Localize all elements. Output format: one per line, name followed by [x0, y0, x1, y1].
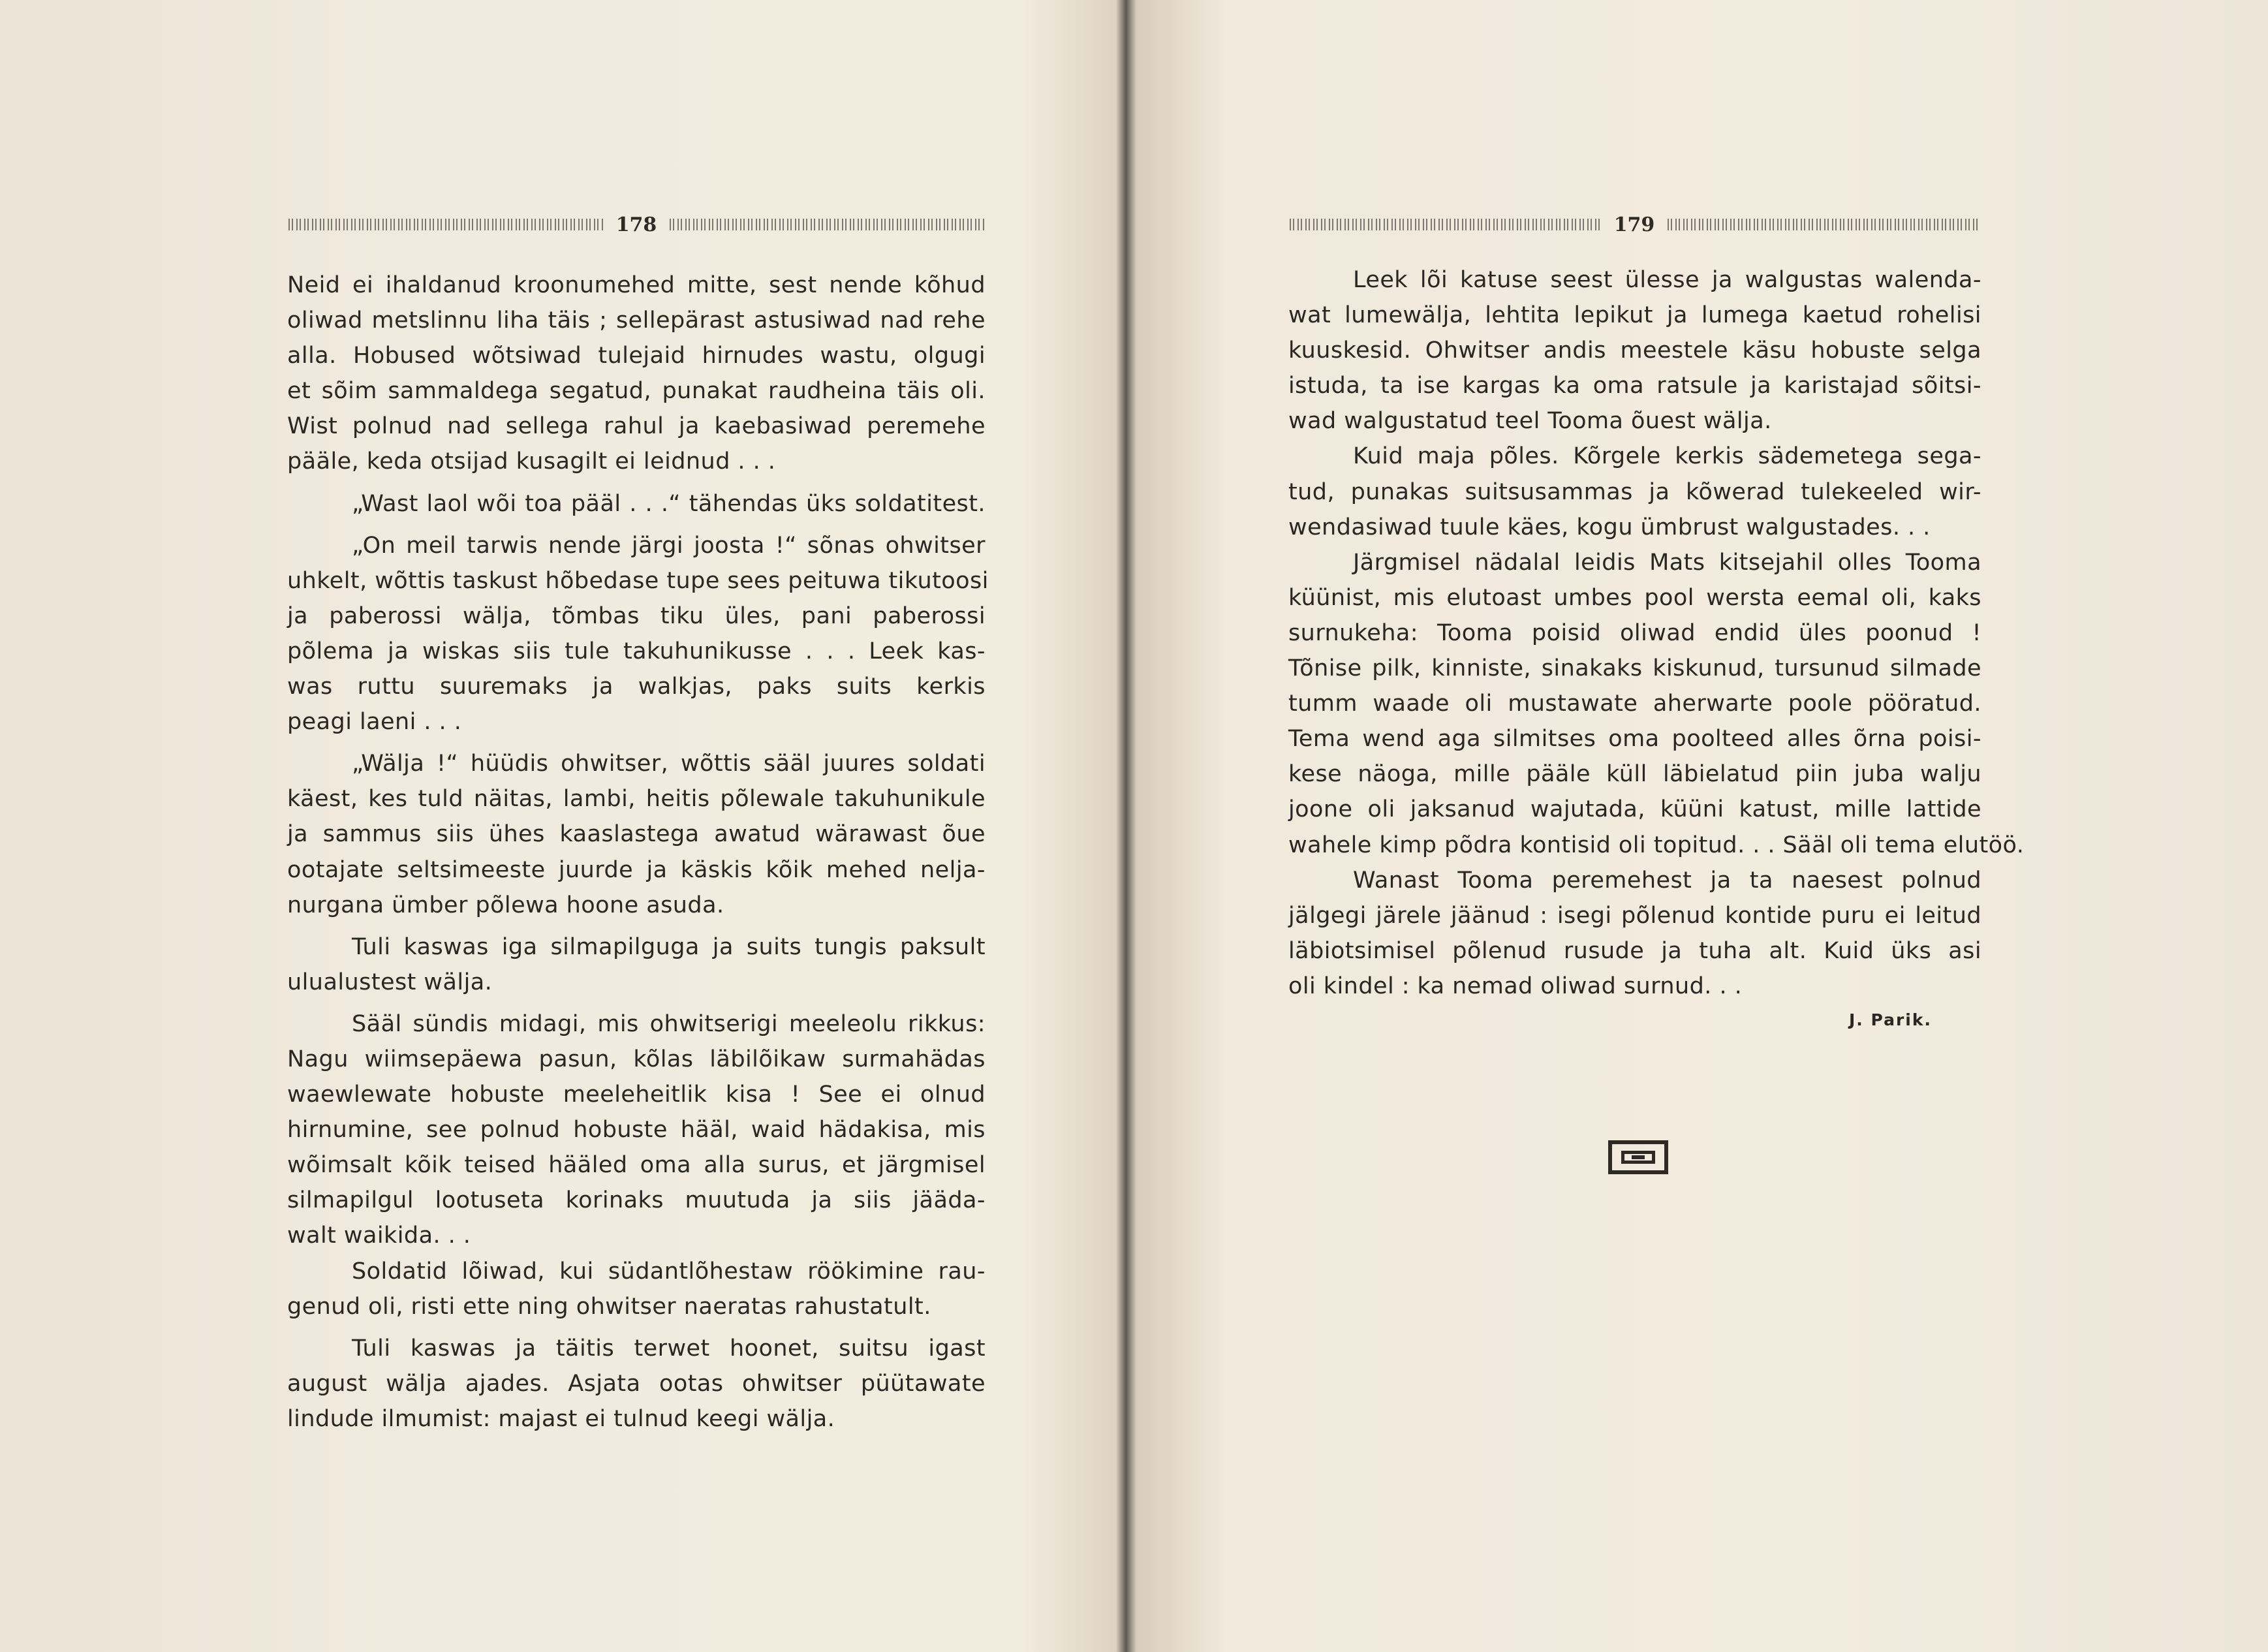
text-line: silmapilgul lootuseta korinaks muutuda ja siis jääda-: [287, 1187, 986, 1214]
text-line: Tuli kaswas ja täitis terwet hoonet, suitsu igast: [352, 1335, 986, 1362]
right-page: [1129, 0, 2268, 1652]
text-line: joone oli jaksanud wajutada, küüni katust, mille lattide: [1288, 796, 1981, 823]
text-line: ja sammus siis ühes kaaslastega awatud wärawast õue: [287, 821, 986, 848]
author-signature: J. Parik.: [1848, 1010, 1932, 1029]
text-line: „On meil tarwis nende järgi joosta !“ sõnas ohwitser: [352, 532, 986, 559]
text-line: oli kindel : ka nemad oliwad surnud. . .: [1288, 973, 1743, 999]
right-page-text: [1288, 262, 2025, 1004]
text-line: surnukeha: Tooma poisid oliwad endid üles poonud !: [1288, 619, 1981, 646]
text-line: Järgmisel nädalal leidis Mats kitsejahil olles Tooma: [1353, 549, 1981, 576]
text-line: tumm waade oli mustawate aherwarte poole pööratud.: [1288, 691, 1981, 717]
text-line: Sääl sündis midagi, mis ohwitserigi meeleolu rikkus:: [352, 1010, 986, 1037]
left-running-header: [287, 210, 986, 239]
text-line: Soldatid lõiwad, kui südantlõhestaw röökimine rau-: [352, 1258, 986, 1285]
text-line: põlema ja wiskas siis tule takuhunikusse . . . Leek kas-: [287, 638, 986, 664]
left-header-ornament-left: [287, 219, 604, 230]
text-line: alla. Hobused wõtsiwad tulejaid hirnudes wastu, olgugi: [287, 343, 986, 369]
text-line: genud oli, risti ette ning ohwitser naeratas rahustatult.: [287, 1293, 931, 1320]
text-line: Wanast Tooma peremehest ja ta naesest polnud: [1353, 867, 1981, 894]
left-header-ornament-right: [668, 219, 986, 230]
text-line: walt waikida. . .: [287, 1223, 471, 1249]
text-line: wendasiwad tuule käes, kogu ümbrust walgustades. . .: [1288, 514, 1931, 540]
text-line: „Wast laol wõi toa pääl . . .“ tähendas üks soldatitest.: [352, 490, 986, 517]
right-running-header: [1288, 210, 1980, 239]
text-line: pääle, keda otsijad kusagilt ei leidnud . . .: [287, 448, 776, 475]
text-line: käest, kes tuld näitas, lambi, heitis põlewale takuhunikule: [287, 786, 986, 813]
text-line: Leek lõi katuse seest ülesse ja walgustas walenda-: [1353, 267, 1981, 293]
text-line: ulualustest wälja.: [287, 969, 493, 995]
text-line: wad walgustatud teel Tooma õuest wälja.: [1288, 408, 1772, 435]
text-line: wõimsalt kõik teised hääled oma alla surus, et järgmisel: [287, 1152, 986, 1179]
text-line: Tema wend aga silmitses oma poolteed alles õrna poisi-: [1288, 726, 1981, 753]
text-line: oliwad metslinnu liha täis ; sellepärast astusiwad nad rehe: [287, 307, 986, 334]
text-line: kuuskesid. Ohwitser andis meestele käsu hobuste selga: [1288, 337, 1981, 364]
text-line: ootajate seltsimeeste juurde ja käskis kõik mehed nelja-: [287, 856, 986, 883]
text-line: peagi laeni . . .: [287, 709, 462, 736]
left-page-number: 178: [615, 213, 657, 236]
text-line: et sõim sammaldega segatud, punakat raudheina täis oli.: [287, 378, 986, 405]
text-line: Tõnise pilk, kinniste, sinakaks kiskunud, tursunud silmade: [1288, 655, 1981, 682]
text-line: wahele kimp põdra kontisid oli topitud. . . Sääl oli tema elutöö.: [1288, 832, 2025, 858]
text-line: ja paberossi wälja, tõmbas tiku üles, pani paberossi: [287, 602, 986, 629]
text-line: august wälja ajades. Asjata ootas ohwitser püütawate: [287, 1370, 986, 1397]
text-line: kese näoga, mille pääle küll läbielatud piin juba walju: [1288, 761, 1981, 788]
left-page-text: [287, 268, 989, 1437]
text-line: Wist polnud nad sellega rahul ja kaebasiwad peremehe: [287, 413, 986, 440]
text-line: „Wälja !“ hüüdis ohwitser, wõttis sääl juures soldati: [352, 751, 986, 777]
end-vignette-icon: [1608, 1140, 1668, 1174]
text-line: jälgegi järele jäänud : isegi põlenud kontide puru ei leitud: [1288, 902, 1981, 929]
text-line: Kuid maja põles. Kõrgele kerkis sädemetega sega-: [1353, 443, 1981, 470]
text-line: nurgana ümber põlewa hoone asuda.: [287, 892, 724, 918]
right-page-number: 179: [1613, 213, 1655, 236]
text-line: läbiotsimisel põlenud rusude ja tuha alt. Kuid üks asi: [1288, 937, 1981, 964]
text-line: Nagu wiimsepäewa pasun, kõlas läbilõikaw surmahädas: [287, 1046, 986, 1072]
text-line: waewlewate hobuste meeleheitlik kisa ! See ei olnud: [287, 1082, 986, 1108]
text-line: küünist, mis elutoast umbes pool wersta eemal oli, kaks: [1288, 584, 1981, 611]
text-line: was ruttu suuremaks ja walkjas, paks suits kerkis: [287, 674, 986, 700]
right-header-ornament-left: [1288, 219, 1602, 230]
text-line: hirnumine, see polnud hobuste hääl, waid hädakisa, mis: [287, 1117, 986, 1144]
text-line: Neid ei ihaldanud kroonumehed mitte, sest nende kõhud: [287, 272, 986, 298]
text-line: uhkelt, wõttis taskust hõbedase tupe sees peituwa tikutoosi: [287, 567, 989, 594]
text-line: istuda, ta ise kargas ka oma ratsule ja karistajad sõitsi-: [1288, 373, 1981, 399]
text-line: lindude ilmumist: majast ei tulnud keegi wälja.: [287, 1405, 835, 1432]
text-line: Tuli kaswas iga silmapilguga ja suits tungis paksult: [352, 933, 986, 960]
left-page: [0, 0, 1120, 1652]
right-header-ornament-right: [1666, 219, 1980, 230]
text-line: tud, punakas suitsusammas ja kõwerad tulekeeled wir-: [1288, 478, 1981, 505]
text-line: wat lumewälja, lehtita lepikut ja lumega kaetud rohelisi: [1288, 302, 1981, 329]
